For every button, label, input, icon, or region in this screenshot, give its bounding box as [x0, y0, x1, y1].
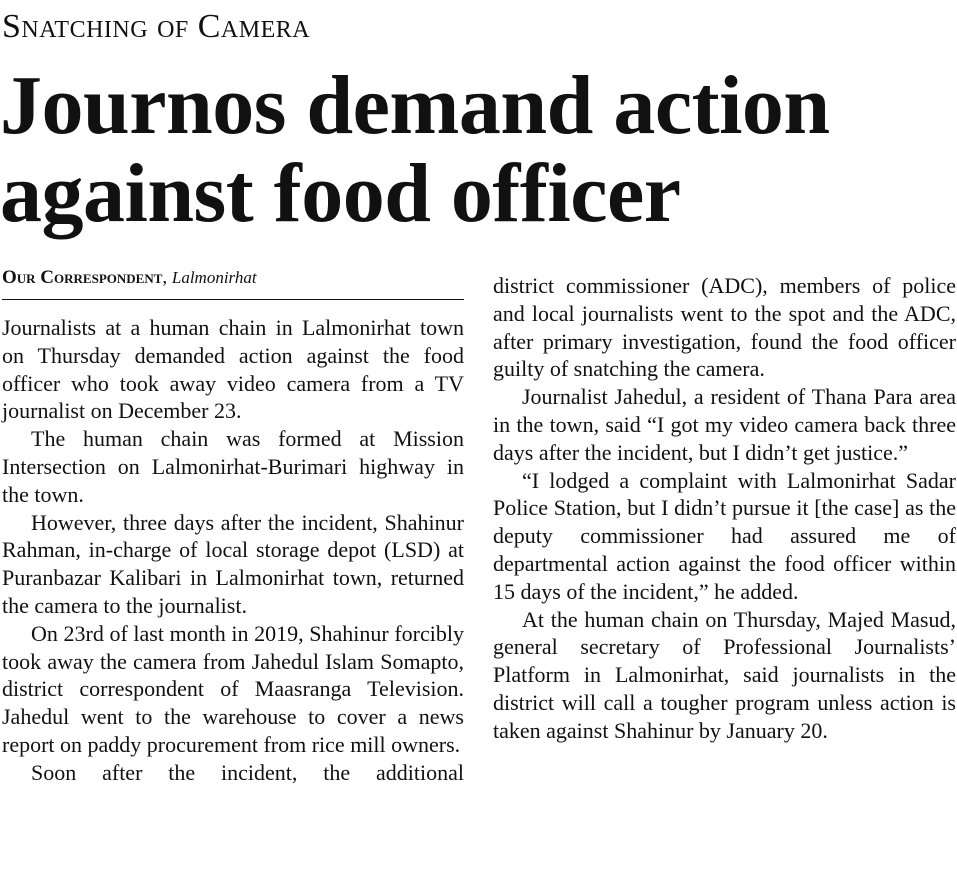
- article-paragraph: Journalists at a human chain in Lalmonirhat town on Thursday demanded action against the food officer who took away video camera from a TV journalist on December 23.: [2, 315, 464, 424]
- byline-place: Lalmonirhat: [171, 268, 257, 287]
- article-paragraph: Journalist Jahedul, a resident of Thana Para area in the town, said “I got my video camera back three days after the incident, but I didn’t get justice.”: [493, 384, 956, 465]
- article-column-1: [2, 314, 464, 787]
- article-paragraph: The human chain was formed at Mission Intersection on Lalmonirhat-Burimari highway in the town.: [2, 426, 464, 507]
- article-paragraph: Soon after the incident, the additional: [31, 759, 464, 785]
- kicker: Snatching of Camera: [2, 8, 311, 45]
- article-paragraph: district commissioner (ADC), members of police and local journalists went to the spot and the ADC, after primary investigation, found the food officer guilty of snatching the camera.: [493, 273, 956, 382]
- byline-divider: [2, 299, 464, 300]
- article-paragraph: At the human chain on Thursday, Majed Masud, general secretary of Professional Journalists’ Platform in Lalmonirhat, said journalists in the district will call a tougher program unless action is taken against Shahinur by January 20.: [493, 606, 956, 743]
- byline: [2, 266, 464, 290]
- article-paragraph: “I lodged a complaint with Lalmonirhat Sadar Police Station, but I didn’t pursue it [the case] as the deputy commissioner had assured me of departmental action against the food officer within 15 days of the incident,” he added.: [493, 467, 956, 604]
- headline: Journos demand action against food officer: [0, 59, 830, 240]
- byline-name: Our Correspondent: [2, 267, 163, 288]
- byline-separator: ,: [162, 267, 168, 288]
- article-paragraph: On 23rd of last month in 2019, Shahinur forcibly took away the camera from Jahedul Islam Somapto, district correspondent of Maasranga Television. Jahedul went to the warehouse to cover a news report on paddy procurement from rice mill owners.: [2, 620, 464, 757]
- article-paragraph: However, three days after the incident, Shahinur Rahman, in-charge of local storage depot (LSD) at Puranbazar Kalibari in Lalmonirhat town, returned the camera to the journalist.: [2, 509, 464, 618]
- article-column-2: [493, 272, 956, 745]
